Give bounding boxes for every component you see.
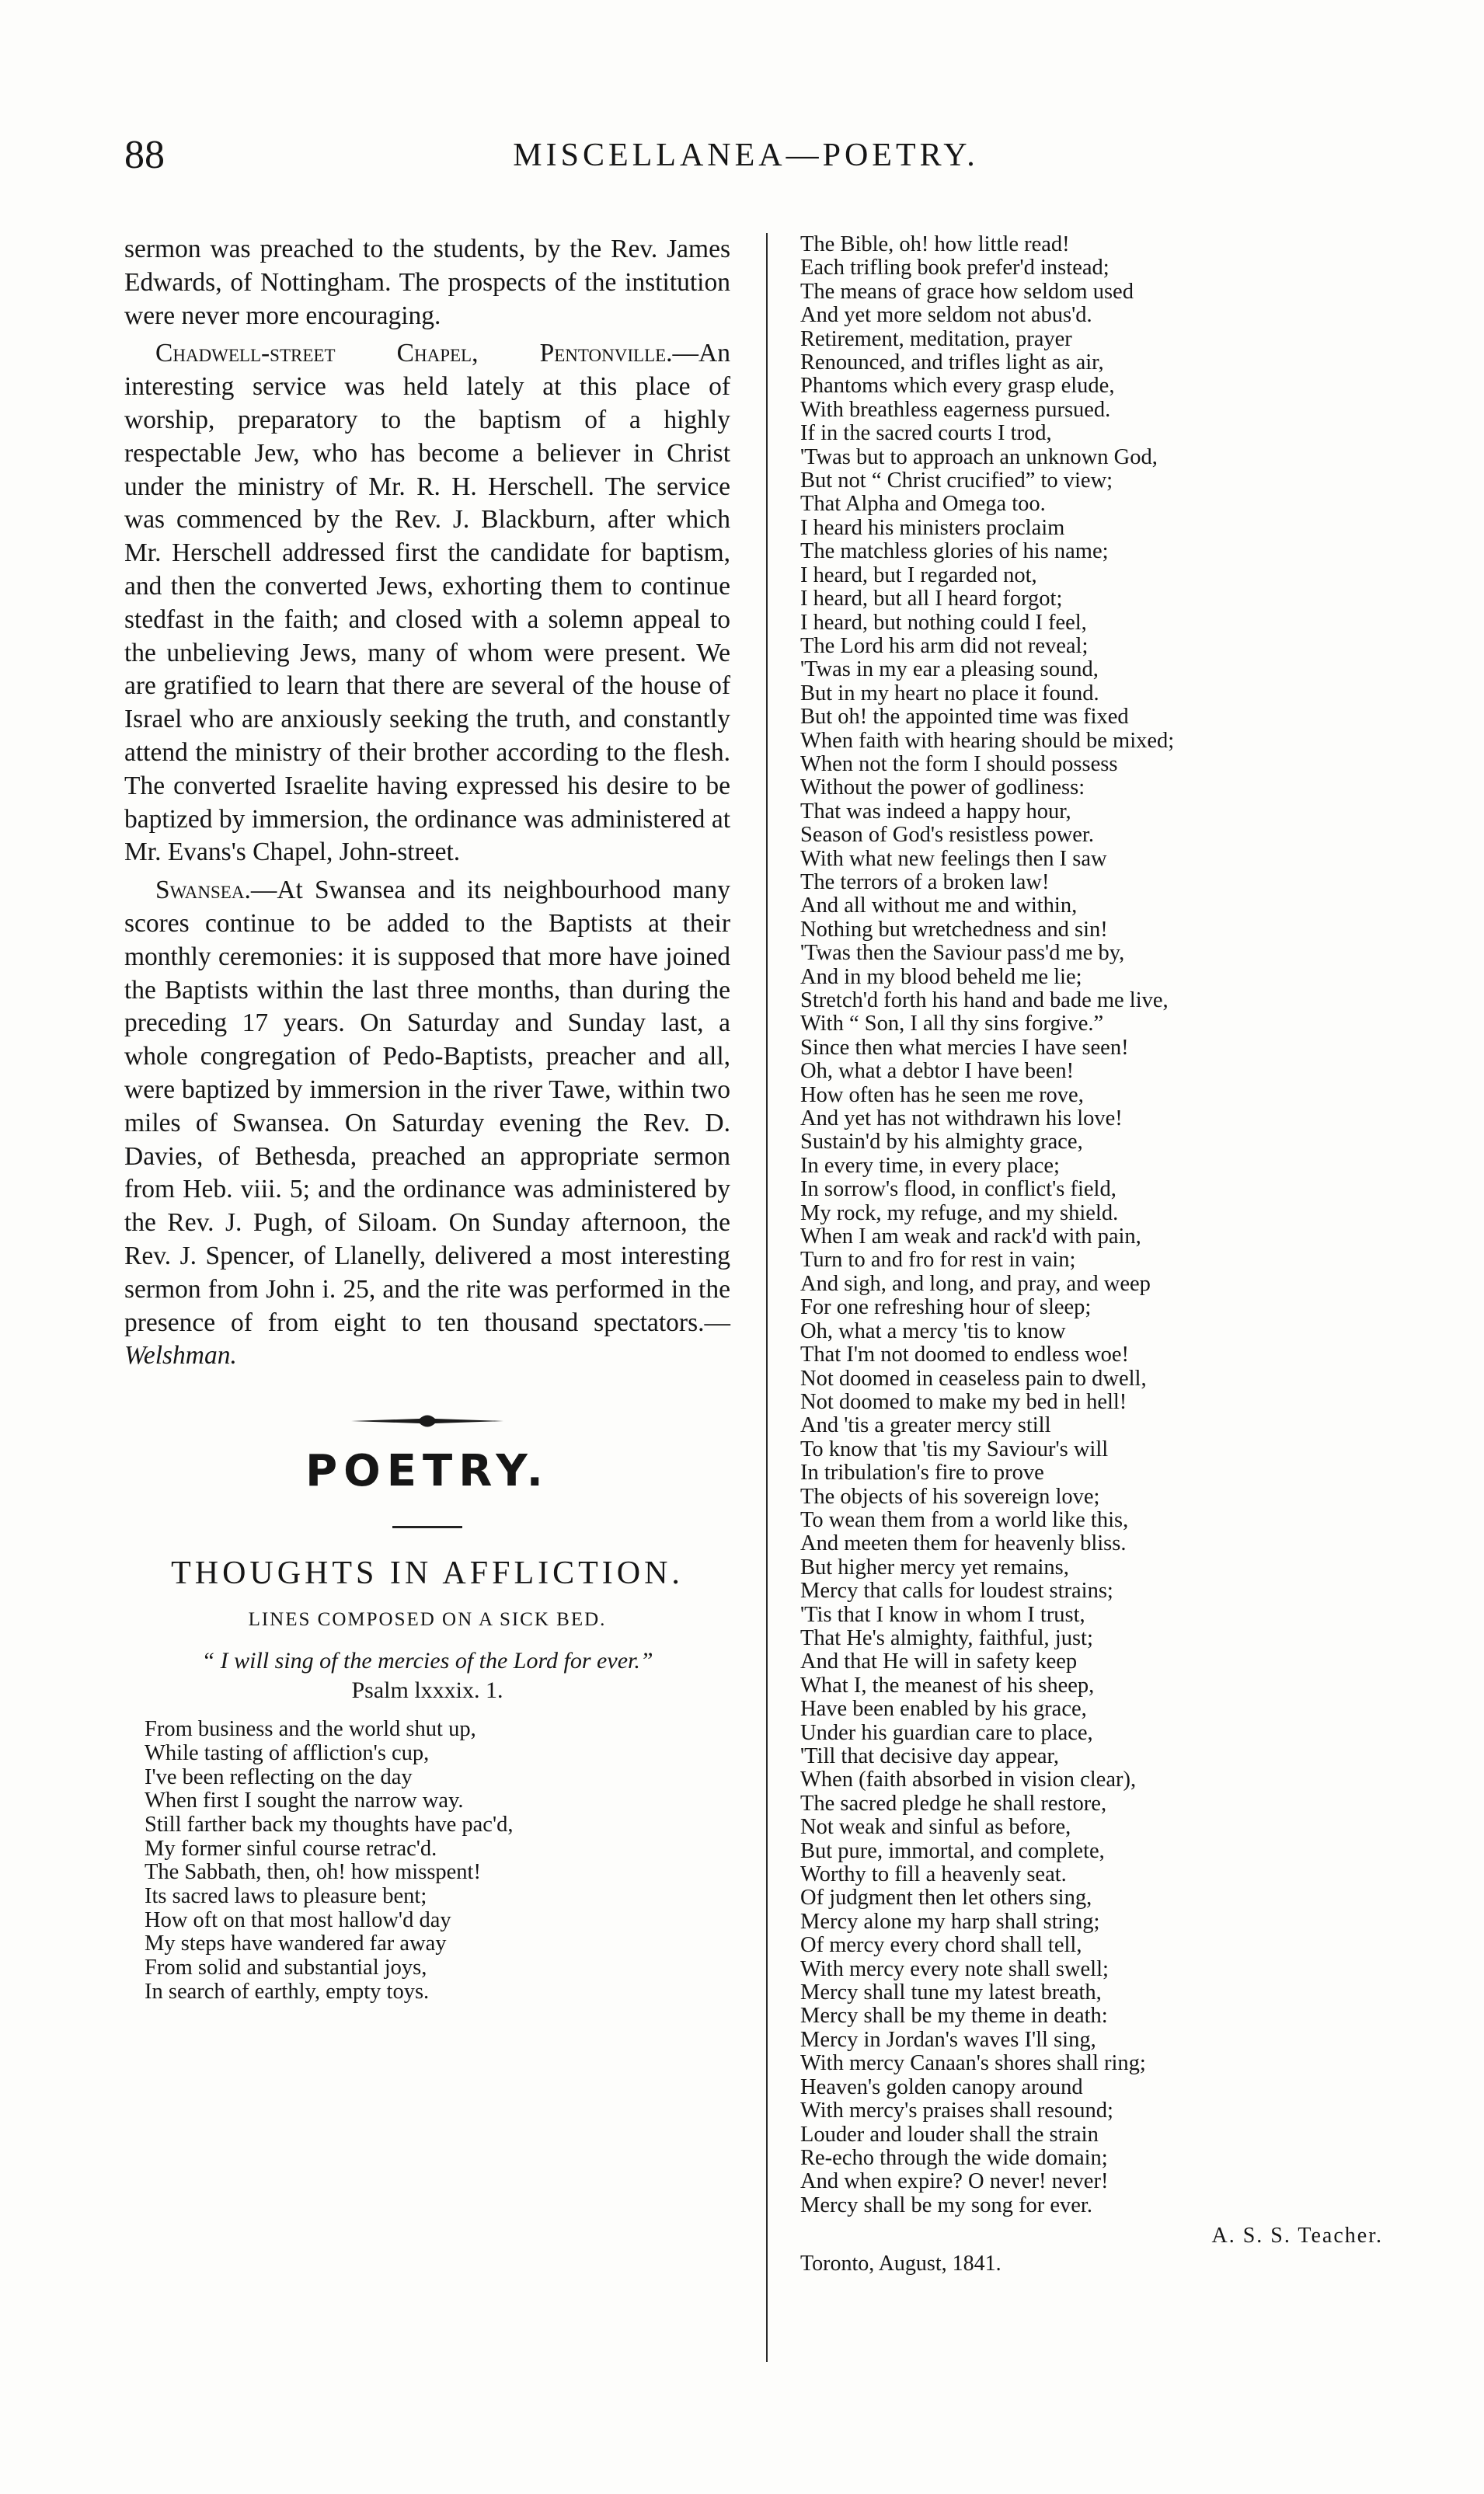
verse-line: When faith with hearing should be mixed; [800,728,1175,753]
verse-line: 'Twas in my ear a pleasing sound, [800,657,1099,682]
verse-line: I heard, but I regarded not, [800,563,1037,587]
verse-line: Not doomed to make my bed in hell! [800,1389,1127,1414]
chadwell-heading: Chadwell-street Chapel, Pentonville. [155,339,673,368]
verse-line: Worthy to fill a heavenly seat. [800,1862,1067,1887]
verse-line: How oft on that most hallow'd day [145,1907,451,1932]
verse-line: I've been reflecting on the day [145,1764,413,1789]
column-divider [766,233,768,2362]
running-title: MISCELLANEA—POETRY. [513,138,979,173]
verse-line: And sigh, and long, and pray, and weep [800,1271,1151,1296]
verse-line: Its sacred laws to pleasure bent; [145,1884,427,1909]
verse-line: With what new feelings then I saw [800,846,1107,871]
verse-line: But oh! the appointed time was fixed [800,705,1129,730]
verse-line: With mercy's praises shall resound; [800,2099,1113,2123]
verse-line: And when expire? O never! never! [800,2169,1109,2194]
right-column [800,233,1391,2276]
verse-line: 'Twas but to approach an unknown God, [800,444,1158,469]
verse-line: 'Twas then the Saviour pass'd me by, [800,941,1125,966]
verse-line: While tasting of affliction's cup, [145,1740,430,1765]
verse-line: I heard, but all I heard forgot; [800,587,1063,611]
verse-line: That I'm not doomed to endless woe! [800,1343,1130,1367]
verse-line: The sacred pledge he shall restore, [800,1791,1107,1816]
verse-line: And 'tis a greater mercy still [800,1413,1051,1438]
verse-line: Mercy in Jordan's waves I'll sing, [800,2027,1096,2052]
verse-line: The terrors of a broken law! [800,869,1050,894]
ornament-divider [350,1412,505,1430]
verse-line: In search of earthly, empty toys. [145,1979,430,2004]
poem-verse-right [800,233,1391,2217]
poem-title: THOUGHTS IN AFFLICTION. [171,1555,684,1592]
verse-line: Of judgment then let others sing, [800,1886,1092,1911]
paragraph-sermon: sermon was preached to the students, by the Rev. James Edwards, of Nottingham. The prospects of the institution were never more encouraging. [124,235,730,330]
verse-line: Each trifling book prefer'd instead; [800,256,1110,280]
verse-line: From business and the world shut up, [145,1717,476,1742]
verse-line: I heard his ministers proclaim [800,515,1065,540]
verse-line: With breathless eagerness pursued. [800,397,1111,422]
epigraph: “ I will sing of the mercies of the Lord for ever.” [201,1648,653,1674]
verse-line: And meeten them for heavenly bliss. [800,1531,1127,1556]
verse-line: With mercy Canaan's shores shall ring; [800,2051,1146,2076]
verse-line: For one refreshing hour of sleep; [800,1295,1092,1320]
verse-line: That was indeed a happy hour, [800,799,1071,824]
verse-line: But higher mercy yet remains, [800,1555,1069,1580]
verse-line: With mercy every note shall swell; [800,1956,1109,1981]
verse-line: The objects of his sovereign love; [800,1484,1100,1509]
place-date: Toronto, August, 1841. [800,2252,1002,2276]
poem-subtitle: LINES COMPOSED ON A SICK BED. [248,1609,607,1631]
verse-line: Still farther back my thoughts have pac'd, [145,1812,514,1837]
verse-line: When not the form I should possess [800,751,1118,776]
verse-line: 'Till that decisive day appear, [800,1744,1059,1768]
verse-line: Mercy shall be my theme in death: [800,2004,1108,2029]
verse-line: Renounced, and trifles light as air, [800,350,1104,375]
verse-line: Stretch'd forth his hand and bade me live, [800,988,1169,1012]
verse-line: Retirement, meditation, prayer [800,326,1072,351]
verse-line: When I am weak and rack'd with pain, [800,1224,1141,1249]
verse-line: Oh, what a debtor I have been! [800,1059,1075,1084]
verse-line: The Sabbath, then, oh! how misspent! [145,1860,481,1885]
verse-line: Mercy shall be my song for ever. [800,2193,1092,2217]
page-header [124,132,1367,194]
verse-line: My former sinful course retrac'd. [145,1836,437,1861]
verse-line: In every time, in every place; [800,1153,1060,1178]
verse-line: Under his guardian care to place, [800,1720,1093,1745]
verse-line: From solid and substantial joys, [145,1956,427,1980]
verse-line: I heard, but nothing could I feel, [800,610,1087,635]
signature: A. S. S. Teacher. [1211,2224,1383,2248]
verse-line: My steps have wandered far away [145,1931,447,1956]
verse-line: Oh, what a mercy 'tis to know [800,1318,1066,1343]
verse-line: But not “ Christ crucified” to view; [800,468,1113,493]
verse-line: And yet has not withdrawn his love! [800,1106,1123,1131]
verse-line: The Lord his arm did not reveal; [800,633,1089,658]
verse-line: Without the power of godliness: [800,775,1085,800]
verse-line: My rock, my refuge, and my shield. [800,1200,1119,1225]
swansea-heading: Swansea. [155,876,251,905]
verse-line: The Bible, oh! how little read! [800,232,1070,256]
verse-line: In tribulation's fire to prove [800,1461,1044,1486]
paragraph-swansea [124,874,730,1373]
verse-line: And in my blood beheld me lie; [800,964,1082,989]
verse-line: Mercy that calls for loudest strains; [800,1579,1113,1604]
verse-line: Nothing but wretchedness and sin! [800,917,1108,942]
verse-line: Season of God's resistless power. [800,823,1094,848]
verse-line: Sustain'd by his almighty grace, [800,1130,1083,1155]
verse-line: When (faith absorbed in vision clear), [800,1768,1137,1792]
verse-line: Heaven's golden canopy around [800,2074,1083,2099]
verse-line: And that He will in safety keep [800,1649,1078,1674]
section-heading: POETRY. [305,1446,549,1497]
page-number: 88 [124,133,165,177]
verse-line: Mercy alone my harp shall string; [800,1909,1100,1934]
verse-line: Re-echo through the wide domain; [800,2145,1108,2170]
verse-line: How often has he seen me rove, [800,1082,1084,1107]
verse-line: Not weak and sinful as before, [800,1815,1071,1840]
verse-line: When first I sought the narrow way. [145,1789,464,1813]
swansea-body: —At Swansea and its neighbourhood many scores continue to be added to the Baptists at their monthly ceremonies: it is supposed that more have joined the Baptists within the last three months, than during the preceding 17 years. On Saturday and Sunday last, a whole congregation of Pedo-Baptists, preacher and all, were baptized by immersion in the river Tawe, within two miles of Swansea. On Saturday evening the Rev. D. Davies, of Bethesda, preached an appropriate sermon from Heb. viii. 5; and the ordinance was administered by the Rev. J. Pugh, of Siloam. On Sunday afternoon, the Rev. J. Spencer, of Llanelly, delivered a most interesting sermon from John i. 25, and the rite was performed in the presence of from eight to ten thousand spectators.— [124,876,730,1337]
verse-line: And all without me and within, [800,893,1078,918]
verse-line: Since then what mercies I have seen! [800,1035,1129,1060]
verse-line: Of mercy every chord shall tell, [800,1933,1082,1958]
verse-line: To wean them from a world like this, [800,1507,1129,1532]
verse-line: And yet more seldom not abus'd. [800,303,1092,328]
verse-line: What I, the meanest of his sheep, [800,1673,1095,1698]
verse-line: The matchless glories of his name; [800,539,1109,564]
verse-line: In sorrow's flood, in conflict's field, [800,1177,1116,1202]
chadwell-body: —An interesting service was held lately at this place of worship, preparatory to the baptism of a highly respectable Jew, who has become a believer in Christ under the ministry of Mr. R. H. Herschell. The service was commenced by the Rev. J. Blackburn, after which Mr. Herschell addressed first the candidate for baptism, and then the converted Jews, exhorting them to continue stedfast in the faith; and closed with a solemn appeal to the unbelieving Jews, many of whom were present. We are gratified to learn that there are several of the house of Israel who are anxiously seeking the truth, and constantly attend the ministry of their brother according to the flesh. The converted Israelite having expressed his desire to be baptized by immersion, the ordinance was administered at Mr. Evans's Chapel, John-street. [124,339,730,867]
verse-line: That He's almighty, faithful, just; [800,1625,1093,1650]
verse-line: Turn to and fro for rest in vain; [800,1248,1076,1273]
verse-line: If in the sacred courts I trod, [800,421,1052,446]
verse-line: Louder and louder shall the strain [800,2122,1099,2147]
verse-line: With “ Son, I all thy sins forgive.” [800,1012,1104,1036]
verse-line: The means of grace how seldom used [800,279,1134,304]
heading-rule [392,1526,462,1528]
poem-verse-left [124,1718,730,2004]
verse-line: But pure, immortal, and complete, [800,1838,1105,1863]
verse-line: But in my heart no place it found. [800,681,1099,705]
epigraph-reference: Psalm lxxxix. 1. [351,1677,503,1704]
left-column [124,233,730,2005]
verse-line: Mercy shall tune my latest breath, [800,1980,1102,2005]
source-credit: Welshman. [124,1341,237,1371]
verse-line: 'Tis that I know in whom I trust, [800,1602,1085,1627]
verse-line: That Alpha and Omega too. [800,492,1046,517]
verse-line: Have been enabled by his grace, [800,1697,1087,1722]
paragraph-chadwell [124,337,730,869]
verse-line: Phantoms which every grasp elude, [800,374,1115,399]
verse-line: Not doomed in ceaseless pain to dwell, [800,1366,1147,1391]
verse-line: To know that 'tis my Saviour's will [800,1437,1109,1461]
